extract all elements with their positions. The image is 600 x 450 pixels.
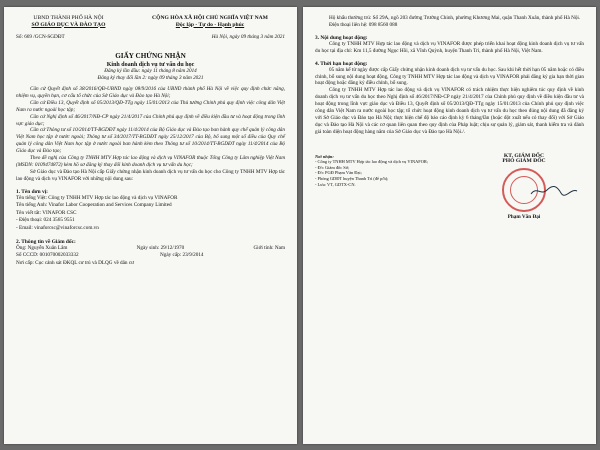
section-3-text: Công ty TNHH MTV Hợp tác lao động và dịch vụ VINAFOR được phép triển khai hoạt động kinh doanh dịch vụ tư vấn du học tại địa chỉ: Km 11,5 đường Ngọc Hồi, xã Vĩnh Quỳnh, huyện Thanh Trì, thành phố Hà Nội, Việt Nam. [315, 40, 584, 54]
national-motto [135, 15, 285, 28]
legal-basis-3: Căn cứ Nghị định số 46/2017/NĐ-CP ngày 21/4/2017 của Chính phủ quy định về điều kiện đầu tư và hoạt động trong lĩnh vực giáo dục; [16, 113, 285, 127]
page-title: GIẤY CHỨNG NHẬN [115, 52, 186, 61]
section-4-paragraph-1: 05 năm kể từ ngày được cấp Giấy chứng nhận kinh doanh dịch vụ tư vấn du học. Sau khi hết thời hạn 05 năm hoặc có điều chỉnh, bổ sung nội dung hoạt động, Công ty TNHH MTV Hợp tác lao động và dịch vụ VINAFOR phải đăng ký gia hạn thời gian hoạt động hoặc đăng ký điều chỉnh, bổ sung. [315, 66, 585, 87]
document-number: Số: 669 /GCN-SGDĐT [16, 34, 65, 41]
agency-line-1: UBND THÀNH PHỐ HÀ NỘI [33, 15, 104, 21]
registration-change: Đăng ký thay đổi lần 2: ngày 09 tháng 3 năm 2021 [97, 74, 204, 81]
recipient-item: - Đ/c PGĐ Phạm Văn Đại; [315, 170, 362, 176]
doc-meta-row [16, 34, 285, 40]
grant-statement: Sở Giáo dục và Đào tạo Hà Nội cấp Giấy chứng nhận kinh doanh dịch vụ tư vấn du học cho Công ty TNHH MTV Hợp tác lao động và dịch vụ VINAFOR với những nội dung sau: [16, 168, 285, 182]
section-4-paragraph-2: Công ty TNHH MTV Hợp tác lao động và dịch vụ VINAFOR có trách nhiệm thực hiện nghiêm túc quy định về kinh doanh dịch vụ tư vấn du học theo Nghị định số 46/2017/NĐ-CP ngày 21/4/2017 của Chính phủ quy định về điều kiện đầu tư và hoạt động trong lĩnh vực giáo dục và Điều 13, Quyết định số 05/2013/QĐ-TTg ngày 15/01/2013 của Chính phủ quy định việc công dân Việt Nam ra nước ngoài học tập; tổ chức hoạt động kinh doanh dịch vụ tư vấn du học theo đúng nội dung đã đăng ký với Sở Giáo dục và Đào tạo Hà Nội; thực hiện chế độ báo cáo định kỳ 6 tháng/lần (hoặc đột xuất nếu có thay đổi) với Sở Giáo dục và Đào tạo Hà Nội và các cơ quan liên quan theo quy định của Pháp luật; chịu sự quản lý, giám sát, thanh kiểm tra và đánh giá toàn diện hoạt động hàng năm của Sở Giáo dục và Đào tạo Hà Nội./. [315, 87, 584, 135]
recipient-item: - Đ/c Giám đốc Sở; [315, 164, 350, 170]
legal-basis-1: Căn cứ Quyết định số 38/2016/QĐ-UBND ngày 08/9/2016 của UBND thành phố Hà Nội về việc quy định chức năng, nhiệm vụ, quyền hạn, cơ cấu tổ chức của Sở Giáo dục và Đào tạo Hà Nội; [16, 86, 285, 99]
director-row-2 [16, 252, 285, 260]
recipient-item: - Công ty TNHH MTV Hợp tác lao động và dịch vụ VINAFOR; [315, 159, 429, 165]
signatory-name: Phạm Văn Đại [507, 213, 541, 220]
email-address: - Email: vinaforcsc@vinaforcsc.com.vn [16, 225, 99, 232]
registration-first: Đăng ký lần đầu: ngày 11 tháng 8 năm 2014 [104, 68, 197, 75]
recipient-item: - Phòng GDĐT huyện Thanh Trì (để p/h); [315, 176, 389, 182]
signatory-title-1: KT. GIÁM ĐỐC [503, 152, 545, 159]
recipient-item: - Lưu: VT, GDTX-CN. [315, 181, 356, 187]
signatory-title-2: PHÓ GIÁM ĐỐC [502, 158, 546, 165]
section-1-heading: 1. Tên đơn vị: [16, 188, 48, 195]
signature-block [315, 154, 584, 221]
section-4-heading: 4. Thời hạn hoạt động: [315, 60, 368, 67]
certificate-page-1 [4, 7, 297, 444]
contact-phone: Điện thoại liên hệ: 098 8560 088 [329, 21, 398, 28]
page-subtitle: Kinh doanh dịch vụ tư vấn du học [106, 62, 195, 69]
director-name: Ông: Nguyễn Xuân Lâm [16, 244, 68, 251]
residence-address: Hộ khẩu thường trú: Số 29A, ngõ 203 đường Trường Chinh, phường Khương Mai, quận Thanh Xuân, thành phố Hà Nội. [329, 15, 581, 21]
director-id: Số CCCD: 001070002033332 [16, 252, 79, 259]
certificate-page-2 [303, 7, 596, 444]
name-english: Tên tiếng Anh: Vinafor Labor Cooperation and Services Company Limited [16, 202, 172, 209]
agency-line-2: SỞ GIÁO DỤC VÀ ĐÀO TẠO [31, 21, 106, 28]
director-dob: Ngày sinh: 29/12/1970 [136, 244, 185, 251]
legal-basis-4: Căn cứ Thông tư số 10/2014/TT-BGDĐT ngày 11/4/2014 của Bộ Giáo dục và Đào tạo ban hành quy chế quản lý công dân Việt Nam học tập ở nước ngoài; Thông tư số 34/2017/TT-BGDĐT ngày 25/12/2017 của Bộ, bổ sung một số điều của Quy chế quản lý công dân Việt Nam học tập ở nước ngoài ban hành kèm theo Thông tư số 10/2014/TT-BGDĐT ngày 11/4/2014 của Bộ Giáo dục và Đào tạo; [16, 127, 285, 155]
issuing-agency [16, 15, 121, 28]
document-date: Hà Nội, ngày 09 tháng 3 năm 2021 [211, 34, 285, 41]
nation-line-1: CỘNG HÒA XÃ HỘI CHỦ NGHĨA VIỆT NAM [152, 15, 268, 21]
name-vietnamese: Tên tiếng Việt: Công ty TNHH MTV Hợp tác lao động và dịch vụ VINAFOR [16, 194, 178, 201]
section-2-heading: 2. Thông tin về Giám đốc: [16, 238, 76, 245]
director-issue-date: Ngày cấp: 23/9/2014 [160, 252, 204, 259]
director-issue-place: Nơi cấp: Cục cảnh sát ĐKQL cư trú và DLQG về dân cư [16, 259, 134, 266]
recipients-list [315, 154, 435, 221]
legal-basis-5: Theo đề nghị của Công ty TNHH MTV Hợp tác lao động và dịch vụ VINAFOR thuộc Tổng Công ty Lâm nghiệp Việt Nam (MSDN: 0109474872) kèm hồ sơ đăng ký thay đổi kinh doanh dịch vụ tư vấn du học; [16, 155, 285, 168]
name-short: Tên viết tắt: VINAFOR CSC [16, 209, 77, 216]
signatory [464, 154, 584, 221]
recipients-title: Nơi nhận: [315, 153, 334, 159]
document-header [16, 15, 285, 28]
legal-basis-2: Căn cứ Điều 13, Quyết định số 05/2013/QĐ-TTg ngày 15/01/2013 của Thủ tướng Chính phủ quy định việc công dân Việt Nam ra nước ngoài học tập; [16, 99, 285, 113]
handwritten-signature-icon [529, 184, 579, 198]
phone-number: - Điện thoại: 024 3565 9551 [16, 217, 75, 224]
section-3-heading: 3. Nội dung hoạt động: [315, 34, 368, 41]
director-gender: Giới tính: Nam [253, 244, 285, 251]
nation-line-2: Độc lập - Tự do - Hạnh phúc [175, 21, 245, 28]
